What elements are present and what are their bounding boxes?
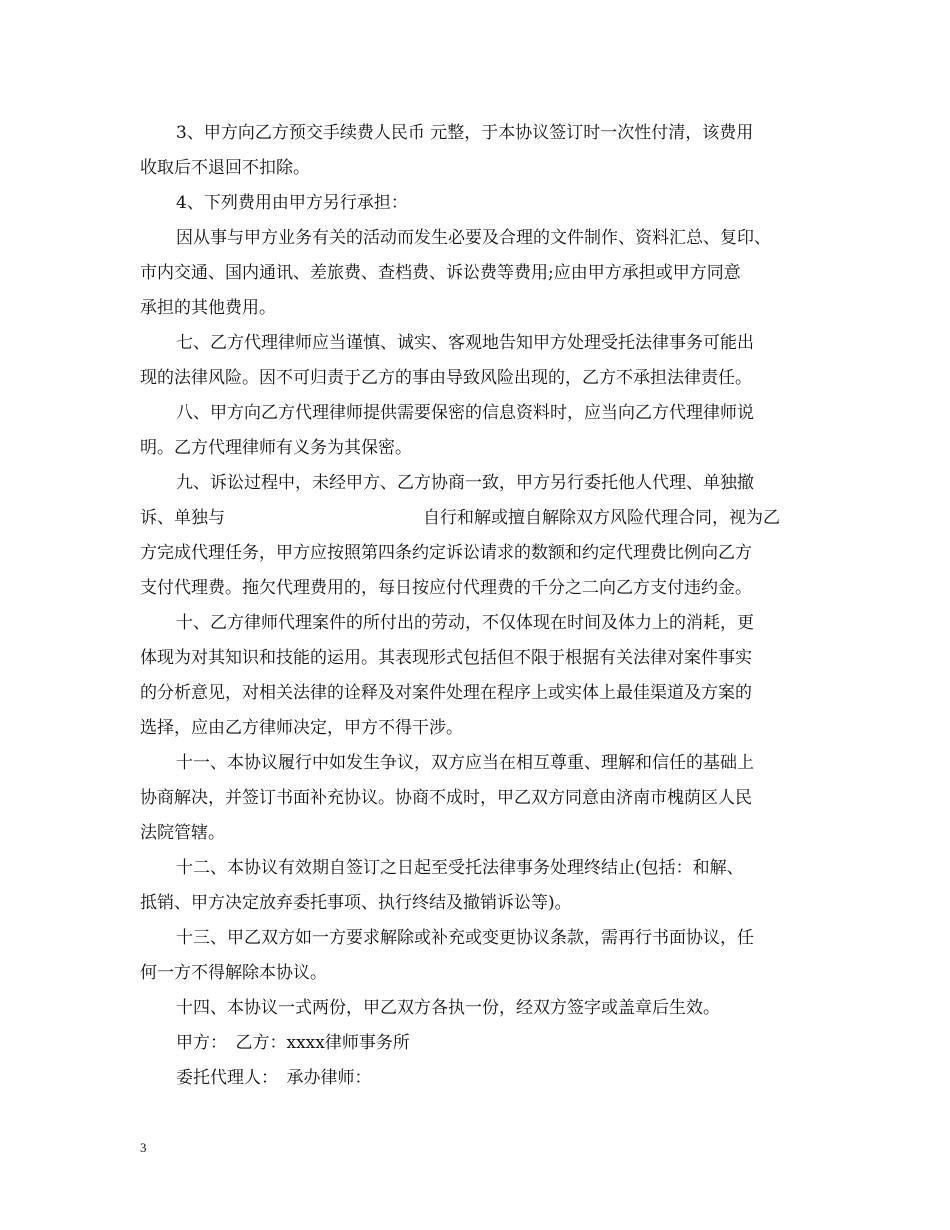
paragraph-line: 十、乙方律师代理案件的所付出的劳动，不仅体现在时间及体力上的消耗，更 [176,613,754,633]
paragraph-line: 选择，应由乙方律师决定，甲方不得干涉。 [140,718,463,738]
paragraph-line: 因从事与甲方业务有关的活动而发生必要及合理的文件制作、资料汇总、复印、 [176,228,771,248]
paragraph-line: 的分析意见，对相关法律的诠释及对案件处理在程序上或实体上最佳渠道及方案的 [140,683,752,703]
paragraph-line: 承担的其他费用。 [140,298,276,318]
paragraph-line: 明。乙方代理律师有义务为其保密。 [140,438,412,458]
paragraph-line: 何一方不得解除本协议。 [140,963,327,983]
signature-line-parties: 甲方： 乙方：xxxx律师事务所 [176,1033,410,1053]
paragraph-line: 抵销、甲方决定放弃委托事项、执行终结及撤销诉讼等)。 [140,893,572,913]
paragraph-line: 十二、本协议有效期自签订之日起至受托法律事务处理终结止(包括：和解、 [176,858,744,878]
paragraph-line: 4、下列费用由甲方另行承担： [176,193,408,213]
paragraph-line: 法院管辖。 [140,823,225,843]
paragraph-line: 十四、本协议一式两份，甲乙双方各执一份，经双方签字或盖章后生效。 [176,998,720,1018]
paragraph-line: 收取后不退回不扣除。 [140,158,310,178]
paragraph-line: 诉、单独与 [140,508,225,528]
paragraph-line: 支付代理费。拖欠代理费用的，每日按应付代理费的千分之二向乙方支付违约金。 [140,578,752,598]
paragraph-line: 十三、甲乙双方如一方要求解除或补充或变更协议条款，需再行书面协议，任 [176,928,754,948]
paragraph-line: 八、甲方向乙方代理律师提供需要保密的信息资料时，应当向乙方代理律师说 [176,403,754,423]
paragraph-line: 方完成代理任务，甲方应按照第四条约定诉讼请求的数额和约定代理费比例向乙方 [140,543,752,563]
paragraph-line: 现的法律风险。因不可归责于乙方的事由导致风险出现的，乙方不承担法律责任。 [140,368,752,388]
paragraph-line: 九、诉讼过程中，未经甲方、乙方协商一致，甲方另行委托他人代理、单独撤 [176,473,754,493]
paragraph-line: 自行和解或擅自解除双方风险代理合同，视为乙 [423,508,780,528]
paragraph-line: 市内交通、国内通讯、差旅费、查档费、诉讼费等费用;应由甲方承担或甲方同意 [140,263,741,283]
paragraph-line: 七、乙方代理律师应当谨慎、诚实、客观地告知甲方处理受托法律事务可能出 [176,333,754,353]
paragraph-line: 3、甲方向乙方预交手续费人民币 元整，于本协议签订时一次性付清，该费用 [176,123,754,143]
paragraph-line: 体现为对其知识和技能的运用。其表现形式包括但不限于根据有关法律对案件事实 [140,648,752,668]
signature-line-agents: 委托代理人： 承办律师： [176,1068,372,1088]
paragraph-line: 协商解决，并签订书面补充协议。协商不成时，甲乙双方同意由济南市槐荫区人民 [140,788,752,808]
page-number: 3 [140,1140,147,1155]
paragraph-line: 十一、本协议履行中如发生争议，双方应当在相互尊重、理解和信任的基础上 [176,753,754,773]
